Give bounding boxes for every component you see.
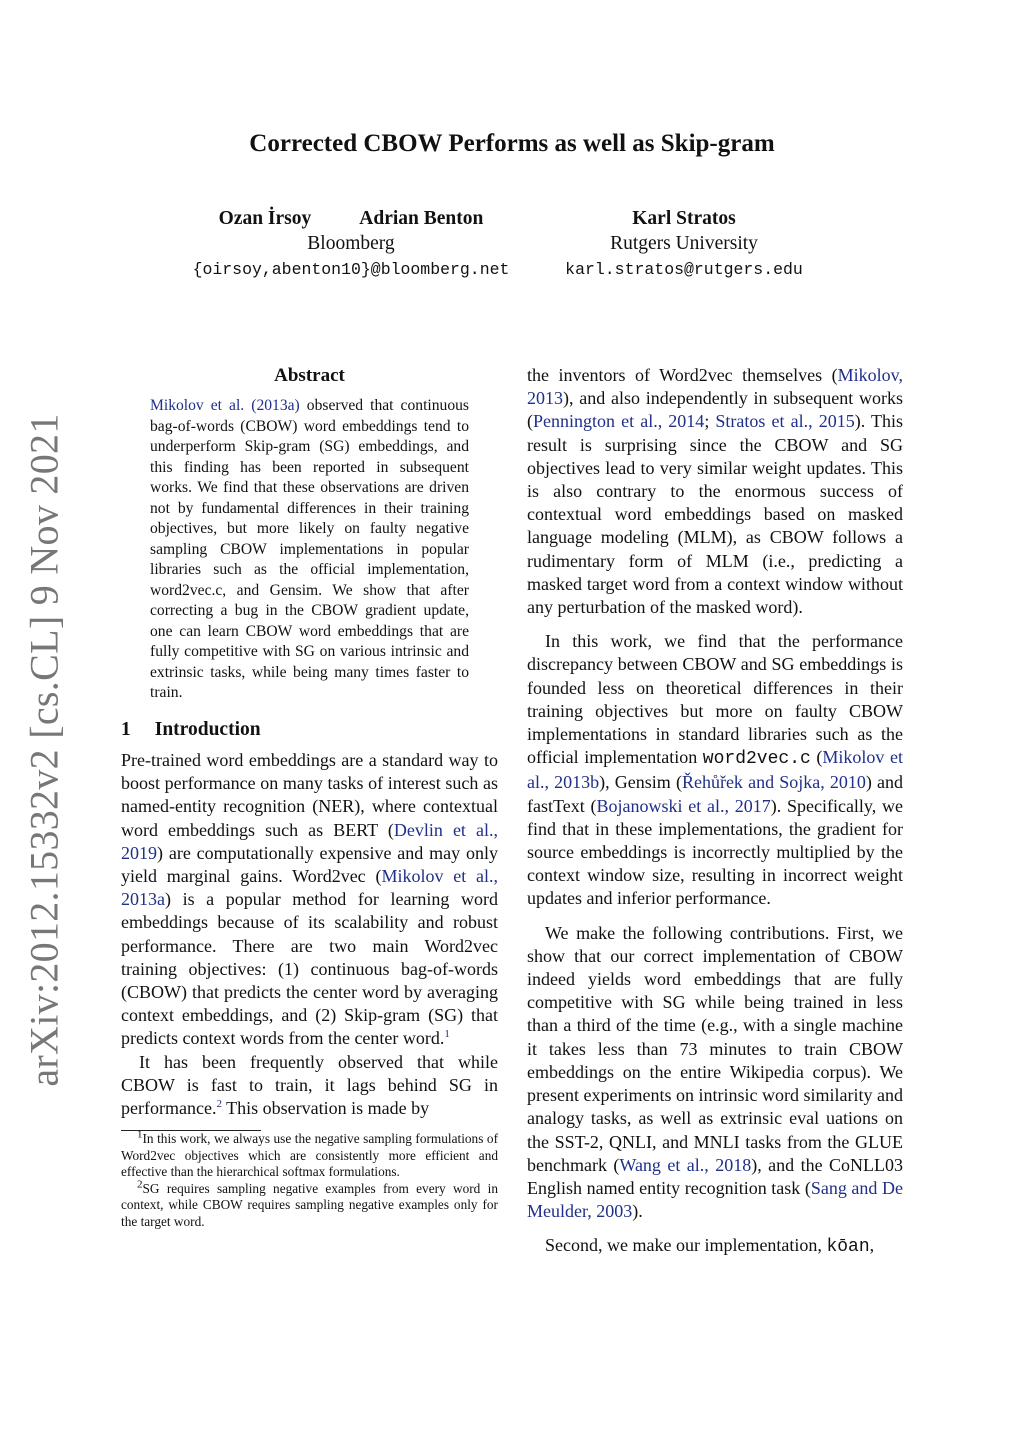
arxiv-identifier-stamp xyxy=(14,413,74,1087)
intro-paragraph-1 xyxy=(121,749,498,1051)
abstract-body xyxy=(150,396,469,704)
body-text: We make the following contributions. First, we show that our correct implementation of CBOW indeed yields word embeddings that are fully competitive with SG while being trained in less than a third of the time (e.g., with a single machine it takes less than 73 minutes to train CBOW embeddings on the entire Wikipedia corpus). We present experiments on intrinsic word similarity and analogy tasks, as well as extrinsic eval uations on the SST-2, QNLI, and MNLI tasks from the GLUE benchmark ( xyxy=(527,922,903,1175)
body-text: It has been frequently observed that while CBOW is fast to train, it lags behind SG in performance. xyxy=(121,1051,498,1118)
author-affiliation: Rutgers University xyxy=(610,233,758,254)
body-text: In this work, we find that the performance discrepancy between CBOW and SG embeddings is founded less on theoretical differences in their training objectives but more on faulty CBOW implementations in standard libraries such as the official implementation xyxy=(527,631,903,768)
footnote-marker[interactable]: 1 xyxy=(444,1028,450,1041)
citation-link[interactable]: Pennington et al., 2014 xyxy=(533,411,705,432)
author-group-bloomberg xyxy=(150,206,552,282)
section-number: 1 xyxy=(121,718,131,740)
footnote xyxy=(121,1178,498,1231)
left-column xyxy=(121,364,498,1230)
author-names xyxy=(150,206,552,231)
author-email: {oirsoy,abenton10}@bloomberg.net xyxy=(192,260,510,279)
citation-link[interactable]: Wang et al., 2018 xyxy=(619,1154,752,1175)
code-span: kōan xyxy=(826,1237,870,1258)
author-name: Adrian Benton xyxy=(359,208,484,229)
citation-link[interactable]: Mikolov et al. (2013a) xyxy=(150,397,300,415)
body-paragraph-4 xyxy=(527,1234,903,1259)
footnote-marker[interactable]: 2 xyxy=(216,1097,222,1110)
citation-link[interactable]: Mikolov et al., 2013b xyxy=(527,747,904,793)
body-text: ) and fastText ( xyxy=(527,772,904,816)
body-text: This observation is made by xyxy=(221,1097,430,1118)
abstract-text: observed that continuous bag-of-words (CBOW) word embeddings tend to underperform Skip-gram (SG) embeddings, and this finding has been reported in subsequent works. We find that these observations are driven not by fundamental differences in their training objectives, but more likely on faulty negative sampling CBOW implementations in popular libraries such as the official implementation, word2vec.c, and Gensim. We show that after correcting a bug in the CBOW gradient update, one can learn CBOW word embeddings that are fully competitive with SG on various intrinsic and extrinsic tasks, while being many times faster to train. xyxy=(150,397,469,702)
section-title: Introduction xyxy=(154,718,261,740)
body-text: ) is a popular method for learning word embeddings because of its scalability and robust performance. There are two main Word2vec training objectives: (1) continuous bag-of-words (CBOW) that predicts the center word by averaging context embeddings, and (2) Skip-gram (SG) that predicts context words from the center word. xyxy=(121,889,498,1049)
body-text: ), and also independently in subsequent works ( xyxy=(527,388,903,432)
right-column xyxy=(527,364,903,1260)
author-email: karl.stratos@rutgers.edu xyxy=(565,260,803,279)
abstract-heading: Abstract xyxy=(274,365,345,386)
author-group-rutgers xyxy=(544,206,824,282)
body-text: the inventors of Word2vec themselves ( xyxy=(527,365,838,385)
body-text: Second, we make our implementation, xyxy=(545,1235,827,1256)
paper-title: Corrected CBOW Performs as well as Skip-gram xyxy=(249,130,775,157)
footnote-mark: 2 xyxy=(137,1178,143,1191)
citation-link[interactable]: Mikolov et al., 2013a xyxy=(121,865,498,910)
body-text: ), Gensim ( xyxy=(599,772,682,793)
footnote xyxy=(121,1128,498,1181)
body-text: ( xyxy=(810,747,823,768)
body-text: ). This result is surprising since the CBOW and SG objectives lead to very similar weight updates. This is also contrary to the enormous success of contextual word embeddings based on masked language modeling (MLM), as CBOW follows a rudimentary form of MLM (i.e., predicting a masked target word from a context window without any perturbation of the masked word). xyxy=(527,411,904,618)
body-paragraph-3 xyxy=(527,922,903,1224)
body-text: ; xyxy=(704,411,716,432)
footnote-mark: 1 xyxy=(137,1128,143,1141)
section-heading-introduction xyxy=(121,718,498,741)
citation-link[interactable]: Stratos et al., 2015 xyxy=(715,411,855,432)
body-text: , xyxy=(869,1235,875,1256)
citation-link[interactable]: Řehůřek and Sojka, 2010 xyxy=(681,772,866,793)
intro-paragraph-2 xyxy=(121,1051,498,1121)
body-text: Pre-trained word embeddings are a standard way to boost performance on many tasks of interest such as named-entity recognition (NER), where contextual word embeddings such as BERT ( xyxy=(121,749,498,840)
author-name: Karl Stratos xyxy=(632,208,736,229)
body-text: ), and the CoNLL03 English named entity recognition task ( xyxy=(527,1154,903,1198)
footnote-text: In this work, we always use the negative sampling formulations of Word2vec objectives which are consistently more efficient and effective than the hierarchical softmax formulations. xyxy=(121,1131,498,1180)
citation-link[interactable]: Sang and De Meulder, 2003 xyxy=(527,1177,903,1222)
citation-link[interactable]: Devlin et al., 2019 xyxy=(121,819,498,863)
citation-link[interactable]: Mikolov, 2013 xyxy=(527,365,903,409)
arxiv-stamp-text: arXiv:2012.15332v2 [cs.CL] 9 Nov 2021 xyxy=(21,413,67,1087)
author-name: Ozan İrsoy xyxy=(218,208,312,229)
author-names xyxy=(544,206,824,231)
body-text: ) are computationally expensive and may only yield marginal gains. Word2vec ( xyxy=(121,842,498,886)
citation-link[interactable]: Bojanowski et al., 2017 xyxy=(596,795,771,816)
body-text: ). xyxy=(632,1201,643,1222)
code-span: word2vec.c xyxy=(702,749,811,770)
body-text: ). Specifically, we find that in these implementations, the gradient for source embeddings is incorrectly multiplied by the context window size, resulting in incorrect weight updates and inferior performance. xyxy=(527,795,904,909)
body-paragraph-1 xyxy=(527,364,903,619)
footnotes xyxy=(121,1128,498,1230)
body-paragraph-2 xyxy=(527,630,903,910)
author-affiliation: Bloomberg xyxy=(307,233,395,254)
footnote-text: SG requires sampling negative examples from every word in context, while CBOW requires sampling negative examples only for the target word. xyxy=(121,1180,498,1229)
